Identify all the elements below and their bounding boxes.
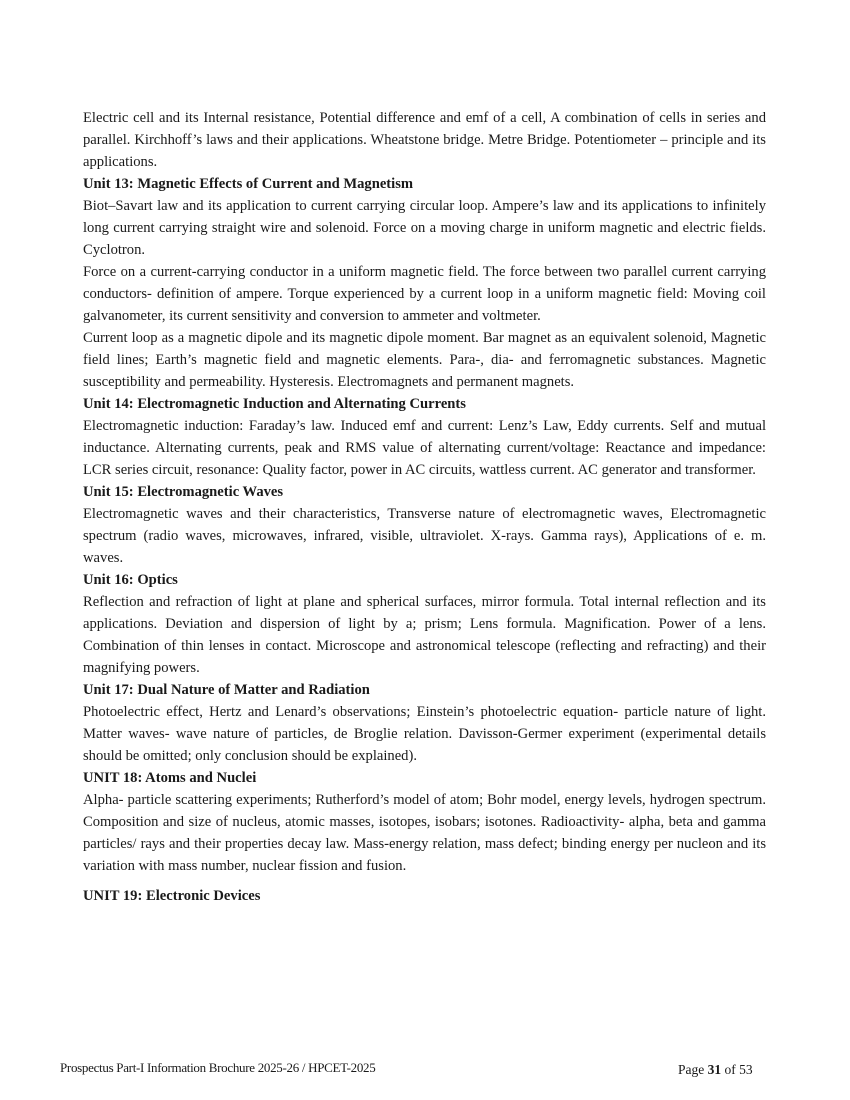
unit-heading: Unit 17: Dual Nature of Matter and Radiation [83, 682, 370, 698]
unit-heading: UNIT 18: Atoms and Nuclei [83, 770, 257, 786]
page-indicator [678, 1062, 753, 1078]
syllabus-paragraph: Electric cell and its Internal resistance, Potential difference and emf of a cell, A combination of cells in series and parallel. Kirchhoff’s laws and their applications. Wheatstone bridge. Metre Bridge. Potentiometer – principle and its applications. [83, 110, 766, 170]
document-body [83, 107, 766, 907]
footer-title: Prospectus Part-I Information Brochure 2025-26 / HPCET-2025 [60, 1060, 376, 1075]
unit-heading: Unit 13: Magnetic Effects of Current and Magnetism [83, 176, 414, 192]
page-suffix: of 53 [721, 1062, 753, 1077]
unit-heading: Unit 16: Optics [83, 572, 178, 588]
unit-heading: UNIT 19: Electronic Devices [83, 888, 261, 904]
syllabus-paragraph: Photoelectric effect, Hertz and Lenard’s observations; Einstein’s photoelectric equation- particle nature of light. Matter waves- wave nature of particles, de Broglie relation. Davisson-Germer experiment (experimental details should be omitted; only conclusion should be explained). [83, 704, 766, 764]
page-number: 31 [707, 1062, 722, 1077]
syllabus-paragraph: Alpha- particle scattering experiments; Rutherford’s model of atom; Bohr model, energy levels, hydrogen spectrum. Composition and size of nucleus, atomic masses, isotopes, isobars; isotones. Radioactivity- alpha, beta and gamma particles/ rays and their properties decay law. Mass-energy relation, mass defect; binding energy per nucleon and its variation with mass number, nuclear fission and fusion. [83, 792, 766, 874]
syllabus-paragraph: Electromagnetic induction: Faraday’s law. Induced emf and current: Lenz’s Law, Eddy currents. Self and mutual inductance. Alternating currents, peak and RMS value of alternating current/voltage: Reactance and impedance: LCR series circuit, resonance: Quality factor, power in AC circuits, wattless current. AC generator and transformer. [83, 418, 766, 478]
page-prefix: Page [678, 1062, 708, 1077]
unit-heading: Unit 15: Electromagnetic Waves [83, 484, 284, 500]
syllabus-paragraph: Reflection and refraction of light at plane and spherical surfaces, mirror formula. Total internal reflection and its applications. Deviation and dispersion of light by a; prism; Lens formula. Magnification. Power of a lens. Combination of thin lenses in contact. Microscope and astronomical telescope (reflecting and refracting) and their magnifying powers. [83, 594, 766, 676]
syllabus-paragraph: Biot–Savart law and its application to current carrying circular loop. Ampere’s law and its applications to infinitely long current carrying straight wire and solenoid. Force on a moving charge in uniform magnetic and electric fields. Cyclotron. [83, 198, 766, 258]
syllabus-paragraph: Current loop as a magnetic dipole and its magnetic dipole moment. Bar magnet as an equivalent solenoid, Magnetic field lines; Earth’s magnetic field and magnetic elements. Para-, dia- and ferromagnetic substances. Magnetic susceptibility and permeability. Hysteresis. Electromagnets and permanent magnets. [83, 330, 766, 390]
syllabus-paragraph: Force on a current-carrying conductor in a uniform magnetic field. The force between two parallel current carrying conductors- definition of ampere. Torque experienced by a current loop in a uniform magnetic field: Moving coil galvanometer, its current sensitivity and conversion to ammeter and voltmeter. [83, 264, 766, 324]
syllabus-paragraph: Electromagnetic waves and their characteristics, Transverse nature of electromagnetic waves, Electromagnetic spectrum (radio waves, microwaves, infrared, visible, ultraviolet. X-rays. Gamma rays), Applications of e. m. waves. [83, 506, 766, 566]
unit-heading: Unit 14: Electromagnetic Induction and Alternating Currents [83, 396, 466, 412]
